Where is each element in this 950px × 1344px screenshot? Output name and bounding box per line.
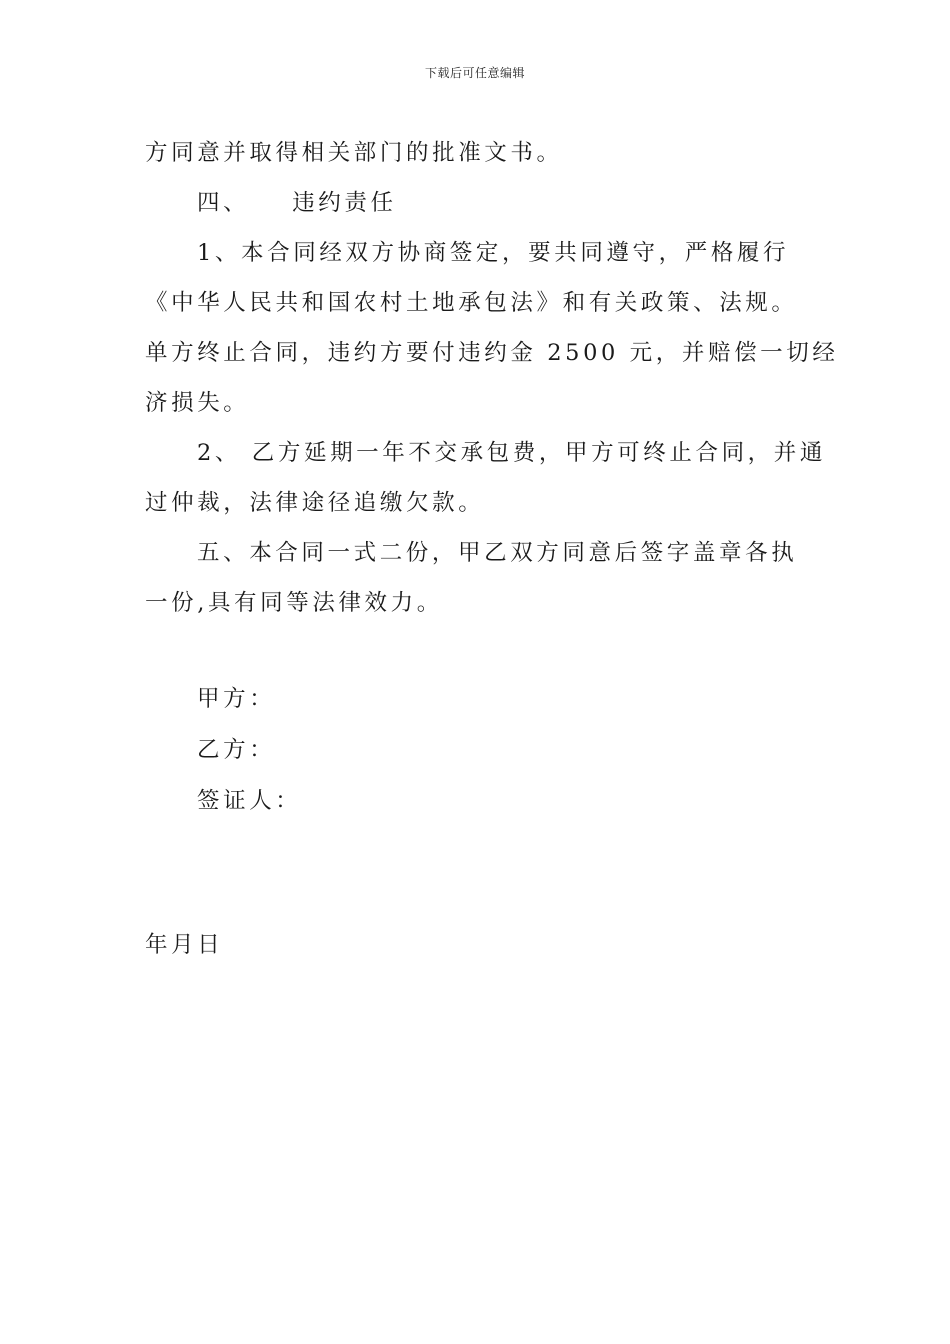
paragraph-line: 一份,具有同等法律效力。 bbox=[145, 590, 443, 616]
paragraph-line: 五、本合同一式二份，甲乙双方同意后签字盖章各执 bbox=[197, 540, 798, 566]
paragraph-line: 方同意并取得相关部门的批准文书。 bbox=[145, 140, 563, 166]
contract-body bbox=[145, 128, 839, 827]
paragraph-line: 济损失。 bbox=[145, 390, 250, 416]
paragraph-line: 单方终止合同，违约方要付违约金 2500 元，并赔偿一切经 bbox=[145, 340, 839, 366]
paragraph-line: 过仲裁，法律途径追缴欠款。 bbox=[145, 490, 485, 516]
paragraph-line: 2、 乙方延期一年不交承包费，甲方可终止合同，并通 bbox=[197, 440, 826, 466]
party-a-signature: 甲方： bbox=[197, 686, 276, 712]
witness-signature: 签证人： bbox=[197, 788, 302, 814]
date-label: 年月日 bbox=[145, 932, 224, 958]
party-b-signature: 乙方： bbox=[197, 737, 276, 763]
section-heading-breach: 四、 违约责任 bbox=[197, 190, 397, 216]
paragraph-line: 1、本合同经双方协商签定，要共同遵守，严格履行 bbox=[197, 240, 790, 266]
header-note: 下载后可任意编辑 bbox=[424, 66, 525, 80]
paragraph-line: 《中华人民共和国农村土地承包法》和有关政策、法规。 bbox=[145, 290, 798, 316]
spacer bbox=[145, 628, 807, 674]
